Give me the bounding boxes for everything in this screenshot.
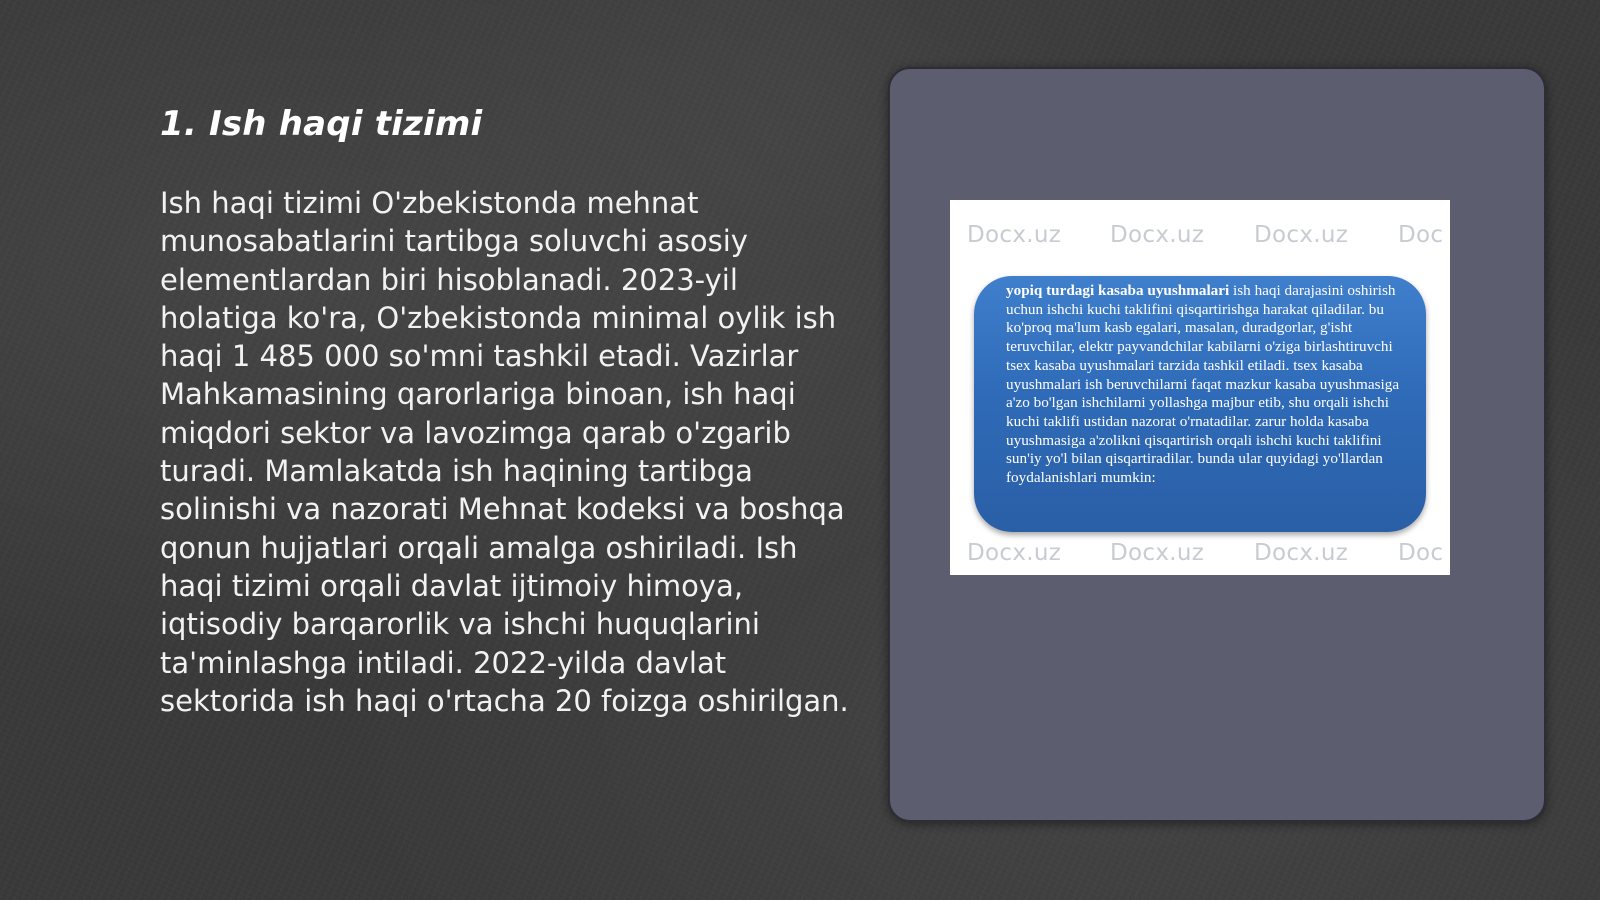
watermark-text: Docx.uz [967, 540, 1062, 566]
slide-body-text: Ish haqi tizimi O'zbekistonda mehnat munosabatlarini tartibga soluvchi asosiy elementlardan biri hisoblanadi. 2023-yil holatiga ko'ra, O'zbekistonda minimal oylik ish haqi 1 485 000 so'mni tashkil etadi. Vazirlar Mahkamasining qarorlariga binoan, ish haqi miqdori sektor va lavozimga qarab o'zgarib turadi. Mamlakatda ish haqining tartibga solinishi va nazorati Mehnat kodeksi va boshqa qonun hujjatlari orqali amalga oshiriladi. Ish haqi tizimi orqali davlat ijtimoiy himoya, iqtisodiy barqarorlik va ishchi huquqlarini ta'minlashga intiladi. 2022-yilda davlat sektorida ish haqi o'rtacha 20 foizga oshirilgan. [160, 186, 849, 718]
slide-title: 1. Ish haqi tizimi [160, 104, 483, 144]
highlighted-text-body: ish haqi darajasini oshirish uchun ishchi kuchi taklifini qisqartirishga harakat qiladilar. bu ko'proq ma'lum kasb egalari, masalan, duradgorlar, g'isht teruvchilar, elektr payvandchilar kabilarni o'ziga birlashtiruvchi tsex kasaba uyushmalari tarzida tashkil etiladi. tsex kasaba uyushmalari ish beruvchilarni faqat mazkur kasaba uyushmasiga a'zo bo'lgan ishchilarni yollashga majbur etib, shu orqali ishchi kuchi taklifi ustidan nazorat o'rnatadilar. zarur holda kasaba uyushmasiga a'zolikni qisqartirish orqali ishchi kuchi taklifini sun'iy yo'l bilan qisqartiradilar. bunda ular quyidagi yo'llardan foydalanishlari mumkin: [1006, 282, 1400, 487]
watermark-text-partial: Doc [1398, 222, 1444, 248]
watermark-text: Docx.uz [1110, 222, 1205, 248]
watermark-text-partial: Doc [1398, 540, 1444, 566]
watermark-text: Docx.uz [967, 222, 1062, 248]
watermark-text: Docx.uz [1110, 540, 1205, 566]
highlighted-text-bold: yopiq turdagi kasaba uyushmalari [1006, 282, 1230, 299]
watermark-text: Docx.uz [1254, 222, 1349, 248]
document-screenshot-image [950, 200, 1450, 575]
highlighted-text-box [974, 276, 1426, 532]
watermark-text: Docx.uz [1254, 540, 1349, 566]
